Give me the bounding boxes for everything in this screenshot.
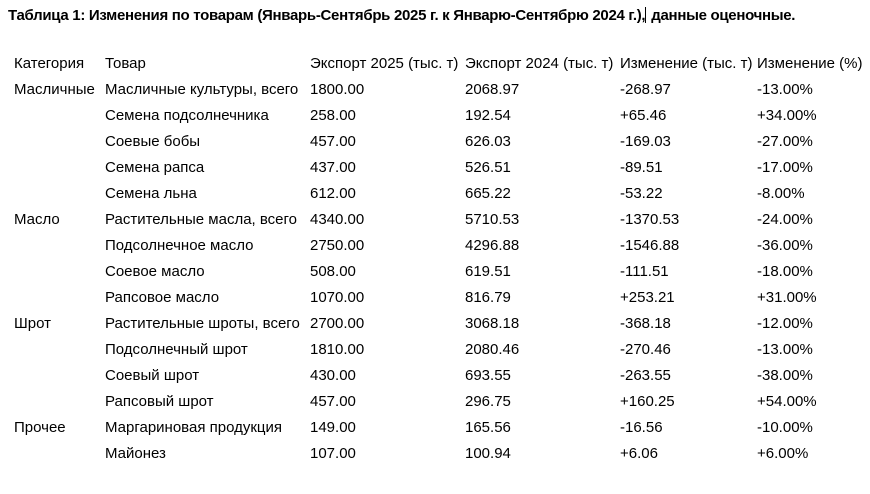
change-pct-cell: -13.00%: [757, 341, 813, 358]
change-pct-cell: -17.00%: [757, 159, 813, 176]
product-cell: Растительные шроты, всего: [105, 315, 300, 332]
category-cell: [14, 259, 105, 285]
change-pct-cell: +6.00%: [757, 445, 809, 462]
category-cell: [14, 363, 105, 389]
column-header-export-2025: Экспорт 2025 (тыс. т): [310, 55, 459, 72]
document-title-after-cursor: данные оценочные.: [651, 7, 796, 24]
export-2024-cell: 2068.97: [465, 81, 520, 98]
product-cell: Майонез: [105, 445, 166, 462]
change-pct-cell: +31.00%: [757, 289, 817, 306]
category-cell: [14, 337, 105, 363]
document-title: [8, 7, 870, 24]
export-2025-cell: 1810.00: [310, 341, 365, 358]
change-abs-cell: -89.51: [620, 159, 663, 176]
table-row: [14, 259, 868, 285]
table-header-row: [14, 51, 868, 77]
change-abs-cell: -268.97: [620, 81, 671, 98]
category-cell: [14, 441, 105, 467]
table-row: [14, 207, 868, 233]
category-cell: Прочее: [14, 419, 66, 436]
export-2025-cell: 612.00: [310, 185, 356, 202]
change-pct-cell: -24.00%: [757, 211, 813, 228]
change-pct-cell: -10.00%: [757, 419, 813, 436]
category-cell: Масличные: [14, 81, 95, 98]
change-abs-cell: -368.18: [620, 315, 671, 332]
table-row: [14, 233, 868, 259]
change-pct-cell: +34.00%: [757, 107, 817, 124]
export-2024-cell: 816.79: [465, 289, 511, 306]
change-abs-cell: -270.46: [620, 341, 671, 358]
change-abs-cell: -263.55: [620, 367, 671, 384]
product-cell: Рапсовый шрот: [105, 393, 214, 410]
table-row: [14, 77, 868, 103]
export-2025-cell: 1800.00: [310, 81, 365, 98]
change-pct-cell: -13.00%: [757, 81, 813, 98]
table-row: [14, 129, 868, 155]
change-pct-cell: -36.00%: [757, 237, 813, 254]
category-cell: [14, 181, 105, 207]
column-header-change-pct: Изменение (%): [757, 55, 863, 72]
change-abs-cell: -53.22: [620, 185, 663, 202]
category-cell: [14, 233, 105, 259]
change-abs-cell: +253.21: [620, 289, 675, 306]
export-2025-cell: 430.00: [310, 367, 356, 384]
export-2025-cell: 4340.00: [310, 211, 365, 228]
change-abs-cell: -1370.53: [620, 211, 680, 228]
export-2024-cell: 296.75: [465, 393, 511, 410]
export-2025-cell: 457.00: [310, 133, 356, 150]
export-2024-cell: 526.51: [465, 159, 511, 176]
change-pct-cell: -27.00%: [757, 133, 813, 150]
change-pct-cell: -18.00%: [757, 263, 813, 280]
export-2025-cell: 258.00: [310, 107, 356, 124]
export-2025-cell: 107.00: [310, 445, 356, 462]
category-cell: [14, 103, 105, 129]
category-cell: [14, 155, 105, 181]
export-2024-cell: 619.51: [465, 263, 511, 280]
column-header-change-abs: Изменение (тыс. т): [620, 55, 753, 72]
category-cell: Масло: [14, 211, 60, 228]
export-2025-cell: 457.00: [310, 393, 356, 410]
table-row: [14, 311, 868, 337]
export-2024-cell: 5710.53: [465, 211, 520, 228]
change-abs-cell: -16.56: [620, 419, 663, 436]
product-cell: Подсолнечный шрот: [105, 341, 248, 358]
export-2024-cell: 3068.18: [465, 315, 520, 332]
export-2024-cell: 626.03: [465, 133, 511, 150]
document-title-before-cursor: Таблица 1: Изменения по товарам (Январь-Сентябрь 2025 г. к Январю-Сентябрю 2024 г.),: [8, 7, 646, 24]
change-pct-cell: -12.00%: [757, 315, 813, 332]
products-table: [14, 51, 868, 467]
export-2025-cell: 2700.00: [310, 315, 365, 332]
column-header-product: Товар: [105, 55, 146, 72]
export-2024-cell: 4296.88: [465, 237, 520, 254]
table-row: [14, 181, 868, 207]
change-abs-cell: -111.51: [620, 263, 669, 280]
column-header-category: Категория: [14, 55, 85, 72]
product-cell: Маргариновая продукция: [105, 419, 282, 436]
product-cell: Семена льна: [105, 185, 197, 202]
product-cell: Семена подсолнечника: [105, 107, 269, 124]
change-pct-cell: +54.00%: [757, 393, 817, 410]
export-2024-cell: 165.56: [465, 419, 511, 436]
product-cell: Семена рапса: [105, 159, 205, 176]
change-abs-cell: +6.06: [620, 445, 658, 462]
table-row: [14, 103, 868, 129]
export-2025-cell: 149.00: [310, 419, 356, 436]
product-cell: Соевые бобы: [105, 133, 201, 150]
table-row: [14, 415, 868, 441]
table-row: [14, 363, 868, 389]
change-abs-cell: -1546.88: [620, 237, 680, 254]
export-2025-cell: 508.00: [310, 263, 356, 280]
change-abs-cell: -169.03: [620, 133, 671, 150]
export-2024-cell: 693.55: [465, 367, 511, 384]
export-2024-cell: 2080.46: [465, 341, 520, 358]
category-cell: [14, 129, 105, 155]
product-cell: Рапсовое масло: [105, 289, 220, 306]
change-pct-cell: -8.00%: [757, 185, 805, 202]
category-cell: Шрот: [14, 315, 51, 332]
export-2024-cell: 192.54: [465, 107, 511, 124]
category-cell: [14, 389, 105, 415]
table-row: [14, 389, 868, 415]
change-abs-cell: +160.25: [620, 393, 675, 410]
product-cell: Соевый шрот: [105, 367, 200, 384]
table-row: [14, 285, 868, 311]
export-2024-cell: 665.22: [465, 185, 511, 202]
table-row: [14, 155, 868, 181]
export-2025-cell: 437.00: [310, 159, 356, 176]
table-row: [14, 337, 868, 363]
export-2024-cell: 100.94: [465, 445, 511, 462]
change-pct-cell: -38.00%: [757, 367, 813, 384]
change-abs-cell: +65.46: [620, 107, 667, 124]
product-cell: Масличные культуры, всего: [105, 81, 299, 98]
product-cell: Растительные масла, всего: [105, 211, 297, 228]
export-2025-cell: 2750.00: [310, 237, 365, 254]
category-cell: [14, 285, 105, 311]
document-page: [0, 7, 870, 494]
product-cell: Подсолнечное масло: [105, 237, 254, 254]
product-cell: Соевое масло: [105, 263, 205, 280]
table-row: [14, 441, 868, 467]
export-2025-cell: 1070.00: [310, 289, 365, 306]
column-header-export-2024: Экспорт 2024 (тыс. т): [465, 55, 614, 72]
